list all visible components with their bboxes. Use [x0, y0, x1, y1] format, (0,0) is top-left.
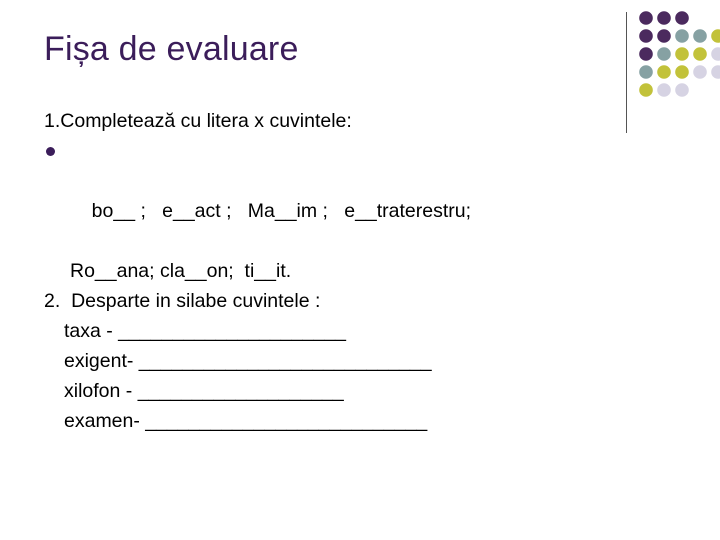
decorative-dot	[675, 47, 689, 61]
decorative-dot	[693, 65, 707, 79]
exercise-2-instruction: 2. Desparte in silabe cuvintele :	[44, 290, 321, 312]
decorative-dot	[657, 29, 671, 43]
decorative-dot	[675, 83, 689, 97]
bullet-icon	[46, 147, 55, 156]
syllable-item-examen: examen- __________________________	[64, 410, 428, 432]
decorative-dot	[711, 47, 720, 61]
exercise-1-words-line-1	[44, 136, 664, 256]
exercise-1-instruction: 1.Completează cu litera x cuvintele:	[44, 110, 352, 132]
decorative-dot	[639, 83, 653, 97]
decorative-dot	[639, 11, 653, 25]
exercise-1-words-text-1: bo__ ; e__act ; Ma__im ; e__traterestru;	[91, 200, 472, 222]
decorative-dot	[693, 47, 707, 61]
exercise-1-words-line-2: Ro__ana; cla__on; ti__it.	[70, 260, 292, 282]
decorative-dot	[711, 65, 720, 79]
worksheet-body	[44, 106, 664, 436]
decorative-dot	[639, 29, 653, 43]
decorative-dot	[711, 29, 720, 43]
syllable-item-taxa: taxa - _____________________	[64, 320, 346, 342]
syllable-item-exigent: exigent- ___________________________	[64, 350, 432, 372]
syllable-item-xilofon: xilofon - ___________________	[64, 380, 344, 402]
decorative-dot	[657, 83, 671, 97]
page-title: Fișa de evaluare	[44, 30, 299, 68]
decorative-dot	[657, 11, 671, 25]
decorative-dot	[657, 47, 671, 61]
decorative-dot	[675, 29, 689, 43]
decorative-dot	[675, 65, 689, 79]
decorative-dot	[639, 47, 653, 61]
decorative-dot	[639, 65, 653, 79]
decorative-dot	[657, 65, 671, 79]
decorative-dot	[675, 11, 689, 25]
decorative-dot	[693, 29, 707, 43]
